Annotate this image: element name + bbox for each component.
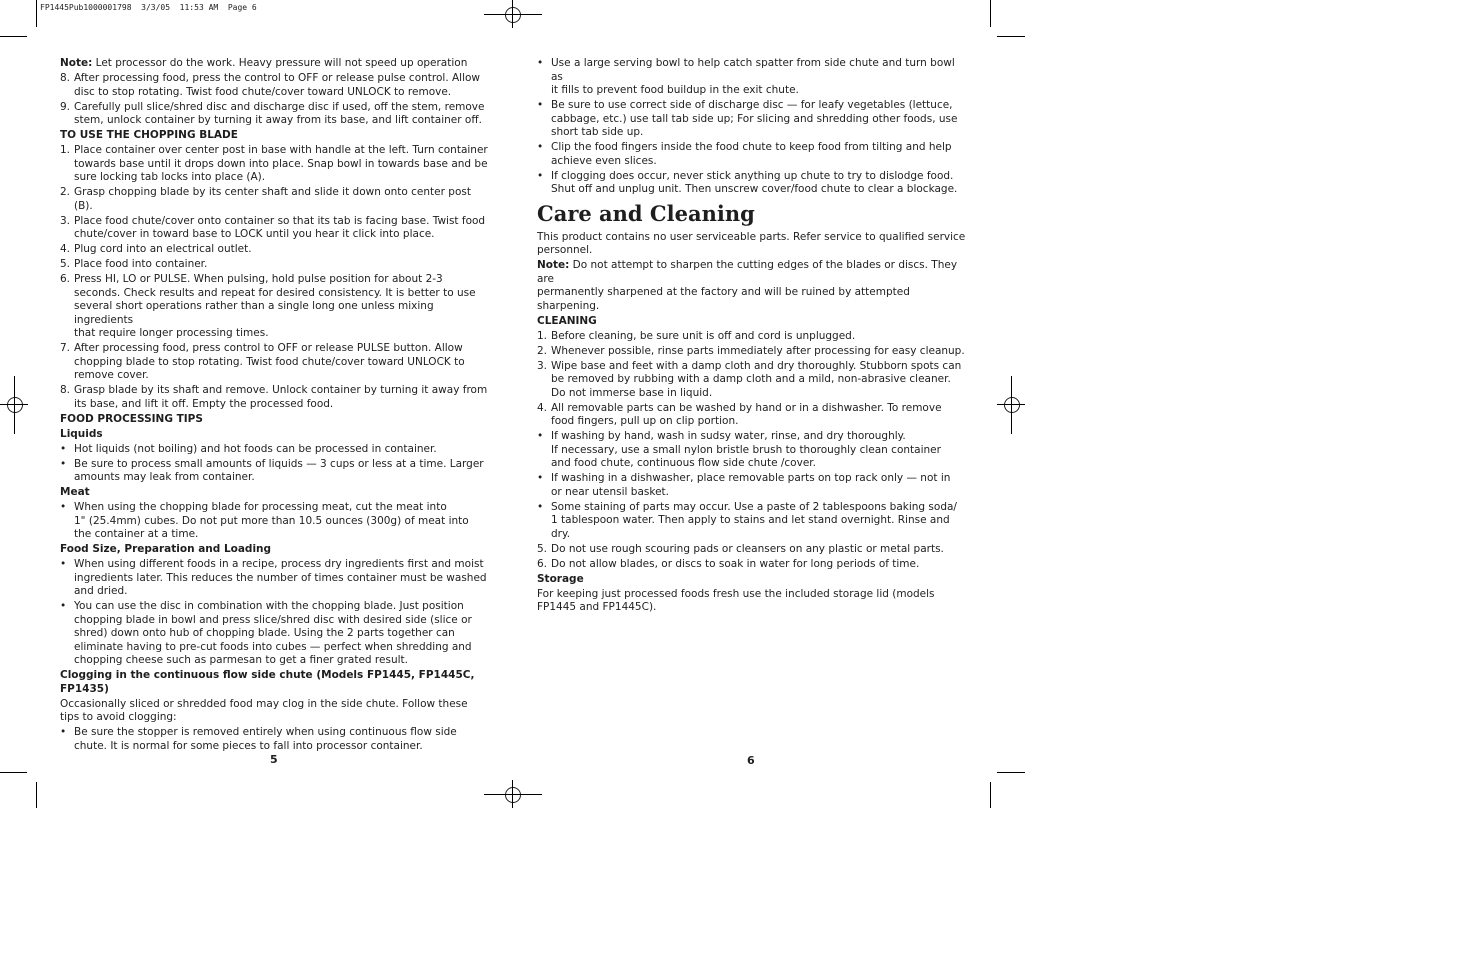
care-intro: This product contains no user serviceable parts. Refer service to qualified service personnel.	[537, 230, 966, 256]
step-text: Carefully pull slice/shred disc and discharge disc if used, off the stem, remove stem, unlock container by turning it away from its base, and lift container off.	[74, 100, 485, 126]
step-number: 1.	[60, 144, 71, 156]
numbered-step	[60, 144, 492, 185]
numbered-step	[537, 345, 969, 359]
note-text: Let processor do the work. Heavy pressure will not speed up operation	[92, 57, 468, 69]
numbered-step	[60, 342, 492, 383]
page-number-right: 6	[747, 754, 755, 767]
step-text: Place container over center post in base with handle at the left. Turn container towards base until it drops down into place. Snap bowl in towards base and be sure locking tab locks into place (A).	[74, 144, 488, 183]
step-text: Do not allow blades, or discs to soak in water for long periods of time.	[551, 557, 920, 570]
bullet-item	[537, 99, 969, 140]
bullet-text: Use a large serving bowl to help catch spatter from side chute and turn bowl as it fills to prevent food buildup in the exit chute.	[551, 57, 955, 96]
bullet-item	[537, 472, 969, 499]
step-number: 2.	[537, 344, 548, 357]
bullet-item	[60, 600, 492, 668]
step-number: 3.	[537, 359, 548, 372]
clogging-list-continued	[537, 57, 969, 197]
step-text: Do not use rough scouring pads or cleansers on any plastic or metal parts.	[551, 542, 944, 555]
step-number: 3.	[60, 214, 71, 227]
numbered-step	[60, 243, 492, 257]
step-text: Before cleaning, be sure unit is off and cord is unplugged.	[551, 329, 856, 342]
clogging-heading: Clogging in the continuous flow side chute (Models FP1445, FP1445C, FP1435)	[60, 669, 475, 695]
food-size-heading: Food Size, Preparation and Loading	[60, 543, 272, 555]
step-text: Whenever possible, rinse parts immediately after processing for easy cleanup.	[551, 344, 965, 357]
bullet-icon: •	[537, 169, 544, 182]
bullet-icon: •	[537, 141, 544, 153]
bullet-item	[537, 141, 969, 168]
page-number-left: 5	[270, 753, 278, 766]
step-text: After processing food, press the control to OFF or release pulse control. Allow disc to stop rotating. Twist food chute/cover toward UNLOCK to remove.	[74, 72, 481, 98]
bullet-text: You can use the disc in combination with the chopping blade. Just position chopping blade in bowl and press slice/shred disc with desired side (slice or shred) down onto hub of chopping blade. Using the 2 parts together can eliminate having to pre-cut foods into cubes — perfect when shredding and chopping cheese such as parmesan to get a finer grated result.	[74, 600, 472, 666]
numbered-step	[537, 402, 969, 429]
liquids-heading: Liquids	[60, 427, 103, 440]
bullet-item	[537, 170, 969, 197]
step-text: Place food chute/cover onto container so that its tab is facing base. Twist food chute/cover in toward base to LOCK until you hear it click into place.	[74, 214, 486, 240]
numbered-step	[60, 72, 492, 99]
step-text: Place food into container.	[74, 258, 208, 270]
step-number: 5.	[537, 542, 548, 555]
clogging-list	[60, 726, 492, 753]
bullet-item	[60, 558, 492, 599]
cleaning-heading: CLEANING	[537, 314, 597, 327]
numbered-step	[537, 543, 969, 557]
care-and-cleaning-title: Care and Cleaning	[537, 200, 755, 226]
numbered-step	[60, 215, 492, 242]
bullet-icon: •	[60, 600, 67, 612]
bullet-text: Be sure the stopper is removed entirely when using continuous flow side chute. It is normal for some pieces to fall into processor container.	[74, 726, 457, 752]
right-page-column	[537, 57, 969, 616]
bullet-icon: •	[537, 430, 544, 442]
step-number: 6.	[60, 273, 71, 285]
step-text: Plug cord into an electrical outlet.	[74, 243, 252, 255]
cleaning-steps-list	[537, 330, 969, 429]
bullet-icon: •	[60, 442, 67, 455]
step-text: Wipe base and feet with a damp cloth and dry thoroughly. Stubborn spots can be removed by rubbing with a damp cloth and a mild, non-abrasive cleaner. Do not immerse base in liquid.	[551, 359, 962, 399]
bullet-text: Be sure to use correct side of discharge disc — for leafy vegetables (lettuce, cabbage, etc.) use tall tab side up; For slicing and shredding other foods, use short tab side up.	[551, 99, 958, 138]
numbered-step	[60, 384, 492, 411]
cleaning-bullets-list	[537, 430, 969, 541]
bullet-text: Hot liquids (not boiling) and hot foods can be processed in container.	[74, 442, 437, 455]
numbered-step	[60, 101, 492, 128]
step-text: Grasp blade by its shaft and remove. Unlock container by turning it away from its base, and lift it off. Empty the processed food.	[74, 384, 488, 410]
left-page-column	[60, 57, 492, 755]
care-note-label: Note:	[537, 259, 570, 271]
step-text: Grasp chopping blade by its center shaft and slide it down onto center post (B).	[74, 186, 471, 212]
bullet-item	[60, 458, 492, 485]
bullet-item	[537, 430, 969, 471]
bullet-text: If washing by hand, wash in sudsy water, rinse, and dry thoroughly. If necessary, use a small nylon bristle brush to thoroughly clean container and food chute, continuous flow side chute /cover.	[551, 430, 941, 469]
numbered-step	[60, 186, 492, 213]
chopping-steps-list	[60, 144, 492, 411]
bullet-icon: •	[60, 501, 67, 513]
bullet-text: If clogging does occur, never stick anything up chute to try to dislodge food. Shut off and unplug unit. Then unscrew cover/food chute to clear a blockage.	[551, 169, 958, 195]
clogging-intro: Occasionally sliced or shredded food may clog in the side chute. Follow these tips to avoid clogging:	[60, 697, 468, 723]
step-number: 6.	[537, 557, 548, 570]
food-size-list	[60, 558, 492, 668]
step-text: After processing food, press control to OFF or release PULSE button. Allow chopping blade to stop rotating. Twist food chute/cover toward UNLOCK to remove cover.	[74, 342, 465, 381]
numbered-step	[60, 273, 492, 341]
bullet-text: When using different foods in a recipe, process dry ingredients first and moist ingredients later. This reduces the number of times container must be washed and dried.	[74, 558, 487, 597]
step-number: 8.	[60, 72, 71, 84]
steps-list	[60, 72, 492, 128]
bullet-item	[60, 501, 492, 542]
step-number: 9.	[60, 100, 71, 113]
numbered-step	[537, 360, 969, 401]
numbered-step	[60, 258, 492, 272]
step-number: 8.	[60, 384, 71, 396]
bullet-text: If washing in a dishwasher, place removable parts on top rack only — not in or near utensil basket.	[551, 472, 951, 498]
tips-heading: FOOD PROCESSING TIPS	[60, 412, 203, 425]
bullet-item	[537, 501, 969, 542]
cleaning-steps-list-2	[537, 543, 969, 572]
bullet-icon: •	[60, 457, 67, 470]
step-number: 5.	[60, 258, 71, 270]
numbered-step	[537, 558, 969, 572]
bullet-icon: •	[537, 472, 544, 484]
storage-heading: Storage	[537, 572, 584, 585]
step-number: 7.	[60, 342, 71, 354]
care-note-text: Do not attempt to sharpen the cutting edges of the blades or discs. They are permanently sharpened at the factory and will be ruined by attempted sharpening.	[537, 259, 958, 312]
bullet-text: Clip the food fingers inside the food chute to keep food from tilting and help achieve even slices.	[551, 141, 952, 167]
bullet-icon: •	[537, 57, 544, 69]
step-number: 4.	[60, 243, 71, 255]
meat-list	[60, 501, 492, 542]
bullet-text: Be sure to process small amounts of liquids — 3 cups or less at a time. Larger amounts may leak from container.	[74, 457, 484, 483]
step-text: Press HI, LO or PULSE. When pulsing, hold pulse position for about 2-3 seconds. Check results and repeat for desired consistency. It is better to use several short operations rather than a single long one unless mixing ingredients that require longer processing times.	[74, 273, 476, 339]
note-label: Note:	[60, 57, 93, 69]
bullet-item	[60, 443, 492, 457]
liquids-list	[60, 443, 492, 485]
chopping-blade-heading: TO USE THE CHOPPING BLADE	[60, 129, 238, 141]
bullet-item	[60, 726, 492, 753]
storage-text: For keeping just processed foods fresh use the included storage lid (models FP1445 and FP1445C).	[537, 587, 935, 613]
care-note	[537, 259, 969, 313]
bullet-text: When using the chopping blade for processing meat, cut the meat into 1" (25.4mm) cubes. Do not put more than 10.5 ounces (300g) of meat into the container at a time.	[74, 501, 469, 540]
bullet-icon: •	[60, 726, 67, 738]
step-number: 2.	[60, 186, 71, 198]
bullet-icon: •	[60, 558, 67, 570]
bullet-item	[537, 57, 969, 98]
processor-note	[60, 57, 492, 71]
bullet-text: Some staining of parts may occur. Use a paste of 2 tablespoons baking soda/ 1 tablespoon water. Then apply to stains and let stand overnight. Rinse and dry.	[551, 500, 957, 540]
step-text: All removable parts can be washed by hand or in a dishwasher. To remove food fingers, pull up on clip portion.	[551, 401, 942, 427]
numbered-step	[537, 330, 969, 344]
step-number: 1.	[537, 329, 548, 342]
step-number: 4.	[537, 401, 548, 414]
print-slug: FP1445Pub1000001798 3/3/05 11:53 AM Page 6	[40, 3, 257, 12]
bullet-icon: •	[537, 500, 544, 513]
bullet-icon: •	[537, 99, 544, 111]
meat-heading: Meat	[60, 486, 90, 498]
